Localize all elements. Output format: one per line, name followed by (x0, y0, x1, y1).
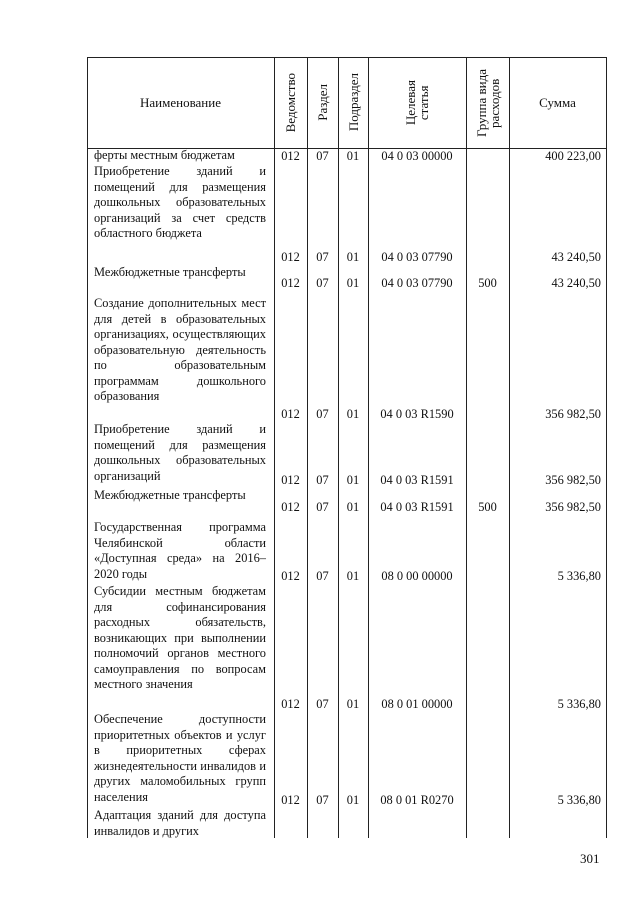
row-summa: 356 982,50 (545, 500, 601, 514)
row-name: Создание дополнительных мест для детей в образовательных организациях, осуществляющих образовательную деятельность по образовательным программам дошкольного образования (94, 296, 266, 403)
row-celevaya: 04 0 03 R1591 (380, 500, 454, 514)
row-summa: 5 336,80 (557, 792, 601, 807)
row-summa: 400 223,00 (545, 148, 601, 163)
row-celevaya: 04 0 03 00000 (381, 148, 453, 163)
table-row (87, 148, 606, 164)
row-celevaya: 04 0 03 07790 (381, 276, 453, 290)
header-gruppa-vida-rashodov: Группа вида расходов (473, 68, 502, 137)
row-celevaya: 08 0 00 00000 (381, 568, 453, 583)
row-name: ферты местным бюджетам (94, 148, 235, 162)
row-celevaya: 04 0 03 07790 (381, 249, 453, 264)
row-vedomstvo: 012 (281, 500, 300, 514)
row-razdel: 07 (316, 500, 329, 514)
row-razdel: 07 (316, 276, 329, 290)
row-podrazdel: 01 (346, 148, 360, 163)
row-vedomstvo: 012 (281, 148, 300, 163)
row-vedomstvo: 012 (281, 792, 300, 807)
table-row (87, 265, 606, 296)
row-summa: 5 336,80 (557, 696, 601, 711)
row-summa: 43 240,50 (551, 276, 601, 290)
row-celevaya: 08 0 01 00000 (381, 696, 453, 711)
row-podrazdel: 01 (346, 500, 360, 514)
header-razdel: Раздел (315, 84, 330, 121)
table-row (87, 712, 606, 808)
row-gruppa: 500 (478, 276, 497, 290)
row-name: Приобретение зданий и помещений для размещения дошкольных образовательных организаций (94, 422, 266, 483)
header-celevaya-statya: Целевая статья (403, 79, 431, 126)
row-podrazdel: 01 (346, 696, 360, 711)
row-razdel: 07 (316, 472, 329, 487)
header-podrazdel: Подраздел (345, 73, 361, 132)
row-summa: 43 240,50 (551, 249, 601, 264)
row-podrazdel: 01 (346, 249, 360, 264)
table-row (87, 164, 606, 265)
row-summa: 356 982,50 (545, 472, 601, 487)
header-vedomstvo: Ведомство (283, 72, 298, 133)
table-row (87, 584, 606, 712)
table-row (87, 808, 606, 839)
row-vedomstvo: 012 (281, 568, 300, 583)
row-name: Межбюджетные трансферты (94, 488, 246, 502)
row-podrazdel: 01 (346, 472, 360, 487)
row-razdel: 07 (316, 249, 329, 264)
row-gruppa: 500 (478, 500, 497, 514)
row-podrazdel: 01 (346, 568, 360, 583)
table-row (87, 422, 606, 488)
row-vedomstvo: 012 (281, 406, 300, 421)
row-vedomstvo: 012 (281, 696, 300, 711)
page-number: 301 (580, 851, 600, 866)
row-name: Адаптация зданий для доступа инвалидов и других (94, 808, 266, 838)
row-vedomstvo: 012 (281, 276, 300, 290)
row-summa: 5 336,80 (557, 568, 601, 583)
row-vedomstvo: 012 (281, 472, 300, 487)
row-razdel: 07 (316, 696, 329, 711)
row-razdel: 07 (316, 148, 329, 163)
row-celevaya: 04 0 03 R1591 (380, 472, 454, 487)
row-vedomstvo: 012 (281, 249, 300, 264)
row-razdel: 07 (316, 406, 329, 421)
row-name: Приобретение зданий и помещений для размещения дошкольных образовательных организаций за счет средств областного бюджета (94, 164, 266, 240)
row-celevaya: 08 0 01 R0270 (380, 792, 454, 807)
row-razdel: 07 (316, 568, 329, 583)
header-name: Наименование (140, 94, 221, 110)
row-podrazdel: 01 (346, 792, 360, 807)
row-name: Государственная программа Челябинской области «Доступная среда» на 2016–2020 годы (94, 520, 266, 581)
row-name: Межбюджетные трансферты (94, 265, 246, 279)
table-row (87, 296, 606, 422)
row-name: Обеспечение доступности приоритетных объектов и услуг в приоритетных сферах жизнедеятельности инвалидов и других маломобильных групп населения (94, 712, 266, 804)
table-row (87, 520, 606, 584)
table-row (87, 488, 606, 520)
row-name: Субсидии местным бюджетам для софинансирования расходных обязательств, возникающих при выполнении полномочий органов местного самоуправления по вопросам местного значения (94, 584, 266, 691)
row-summa: 356 982,50 (545, 406, 601, 421)
header-summa: Сумма (539, 94, 576, 110)
row-razdel: 07 (316, 792, 329, 807)
row-podrazdel: 01 (346, 276, 360, 290)
col-border (606, 57, 607, 838)
row-podrazdel: 01 (346, 406, 360, 421)
row-celevaya: 04 0 03 R1590 (380, 406, 454, 421)
